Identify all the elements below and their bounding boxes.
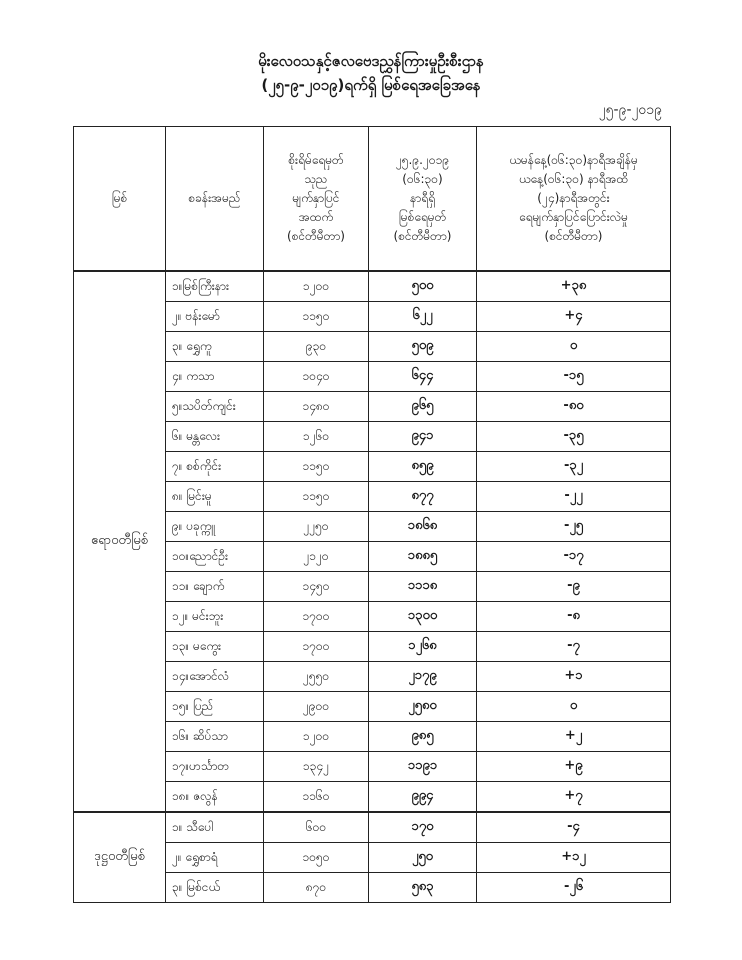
level-change-cell: -၄: [477, 812, 671, 843]
danger-level-cell: ၂၉၀၀: [264, 692, 369, 722]
danger-level-cell: ၁၁၅၀: [264, 302, 369, 332]
station-name-cell: ၉။ ပခုက္ကူ: [166, 512, 264, 542]
table-body: [74, 271, 671, 903]
danger-level-cell: ၂၁၂၀: [264, 542, 369, 572]
water-level-cell: ၁၁၉၁: [369, 752, 477, 782]
river-name-cell: ဒုဋ္ဌဝတီမြစ်: [74, 812, 166, 903]
level-change-cell: -၈၀: [477, 392, 671, 422]
danger-level-cell: ၁၄၈၀: [264, 392, 369, 422]
water-level-cell: ၁၂၆၈: [369, 632, 477, 662]
water-level-cell: ၂၅၀: [369, 843, 477, 873]
station-name-cell: ၁၄။အောင်လံ: [166, 662, 264, 692]
station-name-cell: ၁၅။ ပြည်: [166, 692, 264, 722]
report-date: ၂၅-၉-၂၀၁၉: [598, 102, 662, 118]
level-change-cell: -၃၂: [477, 452, 671, 482]
water-level-cell: ၉၄၁: [369, 422, 477, 452]
level-change-cell: +၂: [477, 722, 671, 752]
station-name-cell: ၁၆။ ဆိပ်သာ: [166, 722, 264, 752]
station-name-cell: ၆။ မန္တလေး: [166, 422, 264, 452]
water-level-cell: ၅၈၃: [369, 873, 477, 903]
header-station: စခန်းအမည်: [166, 127, 264, 272]
danger-level-cell: ၁၀၄၀: [264, 362, 369, 392]
water-level-cell: ၁၈၆၈: [369, 512, 477, 542]
danger-level-cell: ၁၄၅၀: [264, 572, 369, 602]
danger-level-cell: ၁၇၀၀: [264, 602, 369, 632]
table-header-row: [74, 127, 671, 272]
water-level-cell: ၂၅၈၀: [369, 692, 477, 722]
danger-level-cell: ၁၃၄၂: [264, 752, 369, 782]
danger-level-cell: ၁၁၅၀: [264, 482, 369, 512]
water-level-cell: ၈၇၇: [369, 482, 477, 512]
water-level-cell: ၉၆၅: [369, 392, 477, 422]
danger-level-cell: ၂၂၅၀: [264, 512, 369, 542]
level-change-cell: +၇: [477, 782, 671, 813]
danger-level-cell: ၂၅၅၀: [264, 662, 369, 692]
danger-level-cell: ၁၂၆၀: [264, 422, 369, 452]
station-name-cell: ၁၈။ ဇလွန်: [166, 782, 264, 813]
water-level-cell: ၉၉၄: [369, 782, 477, 813]
level-change-cell: ၀: [477, 332, 671, 362]
station-name-cell: ၁၁။ ချောက်: [166, 572, 264, 602]
station-name-cell: ၁၂။ မင်းဘူး: [166, 602, 264, 632]
level-change-cell: +၁၂: [477, 843, 671, 873]
water-level-cell: ၅၀၀: [369, 271, 477, 302]
level-change-cell: +၁: [477, 662, 671, 692]
danger-level-cell: ၈၇၀: [264, 873, 369, 903]
level-change-cell: -၉: [477, 572, 671, 602]
river-level-table: [73, 126, 671, 903]
station-name-cell: ၁၇။ဟင်္သာတ: [166, 752, 264, 782]
danger-level-cell: ၁၇၀၀: [264, 632, 369, 662]
page-subtitle: (၂၅-၉-၂၀၁၉)ရက်ရှိ မြစ်ရေအခြေအနေ: [261, 76, 481, 94]
level-change-cell: ၀: [477, 692, 671, 722]
level-change-cell: -၁၇: [477, 542, 671, 572]
danger-level-cell: ၁၂၀၀: [264, 271, 369, 302]
station-name-cell: ၄။ ကသာ: [166, 362, 264, 392]
table-row: [74, 271, 671, 302]
level-change-cell: -၈: [477, 602, 671, 632]
danger-level-cell: ၁၁၆၀: [264, 782, 369, 813]
water-level-cell: ၁၃၀၀: [369, 602, 477, 632]
danger-level-cell: ၉၃၀: [264, 332, 369, 362]
water-level-cell: ၅၀၉: [369, 332, 477, 362]
station-name-cell: ၇။ စစ်ကိုင်း: [166, 452, 264, 482]
danger-level-cell: ၁၁၅၀: [264, 452, 369, 482]
level-change-cell: +၃၈: [477, 271, 671, 302]
level-change-cell: +၉: [477, 752, 671, 782]
station-name-cell: ၃။ မြစ်ငယ်: [166, 873, 264, 903]
header-danger-level: စိုးရိမ်ရေမှတ် သုည မျက်နှာပြင် အထက် (စင်တီမီတာ): [264, 127, 369, 272]
water-level-cell: ၆၄၄: [369, 362, 477, 392]
level-change-cell: +၄: [477, 302, 671, 332]
table-row: [74, 812, 671, 843]
river-name-cell: ဧရာဝတီမြစ်: [74, 271, 166, 812]
station-name-cell: ၈။ မြင်းမူ: [166, 482, 264, 512]
water-level-cell: ၉၈၅: [369, 722, 477, 752]
station-name-cell: ၂။ ဗန်းမော်: [166, 302, 264, 332]
level-change-cell: -၁၅: [477, 362, 671, 392]
header-today-level: ၂၅.၉.၂၀၁၉ (၀၆:၃၀) နာရီရှိ မြစ်ရေမှတ် (စင်တီမီတာ): [369, 127, 477, 272]
level-change-cell: -၂၆: [477, 873, 671, 903]
danger-level-cell: ၁၂၀၀: [264, 722, 369, 752]
level-change-cell: -၂၂: [477, 482, 671, 512]
level-change-cell: -၂၅: [477, 512, 671, 542]
header-change: ယမန်နေ့(၀၆:၃၀)နာရီအချိန်မှ ယနေ့(၀၆:၃၀) နာရီအထိ (၂၄)နာရီအတွင်း ရေမျက်နှာပြင်ပြောင်းလဲမှု (စင်တီမီတာ): [477, 127, 671, 272]
water-level-cell: ၁၇၀: [369, 812, 477, 843]
station-name-cell: ၅။သပိတ်ကျင်း: [166, 392, 264, 422]
level-change-cell: -၇: [477, 632, 671, 662]
water-level-cell: ၂၁၇၉: [369, 662, 477, 692]
water-level-cell: ၁၈၈၅: [369, 542, 477, 572]
header-river: မြစ်: [74, 127, 166, 272]
station-name-cell: ၂။ ရွှေစာရံ: [166, 843, 264, 873]
danger-level-cell: ၁၀၅၀: [264, 843, 369, 873]
water-level-cell: ၈၅၉: [369, 452, 477, 482]
page-title: မိုးလေဝသနှင့်ဇလဗေဒညွှန်ကြားမှုဦးစီးဌာန: [258, 52, 484, 70]
danger-level-cell: ၆၀၀: [264, 812, 369, 843]
station-name-cell: ၃။ ရွှေကူ: [166, 332, 264, 362]
water-level-cell: ၁၁၁၈: [369, 572, 477, 602]
station-name-cell: ၁။ သီပေါ: [166, 812, 264, 843]
level-change-cell: -၃၅: [477, 422, 671, 452]
station-name-cell: ၁၀။ညောင်ဦး: [166, 542, 264, 572]
station-name-cell: ၁။မြစ်ကြီးနား: [166, 271, 264, 302]
station-name-cell: ၁၃။ မကွေး: [166, 632, 264, 662]
water-level-cell: ၆၂၂: [369, 302, 477, 332]
